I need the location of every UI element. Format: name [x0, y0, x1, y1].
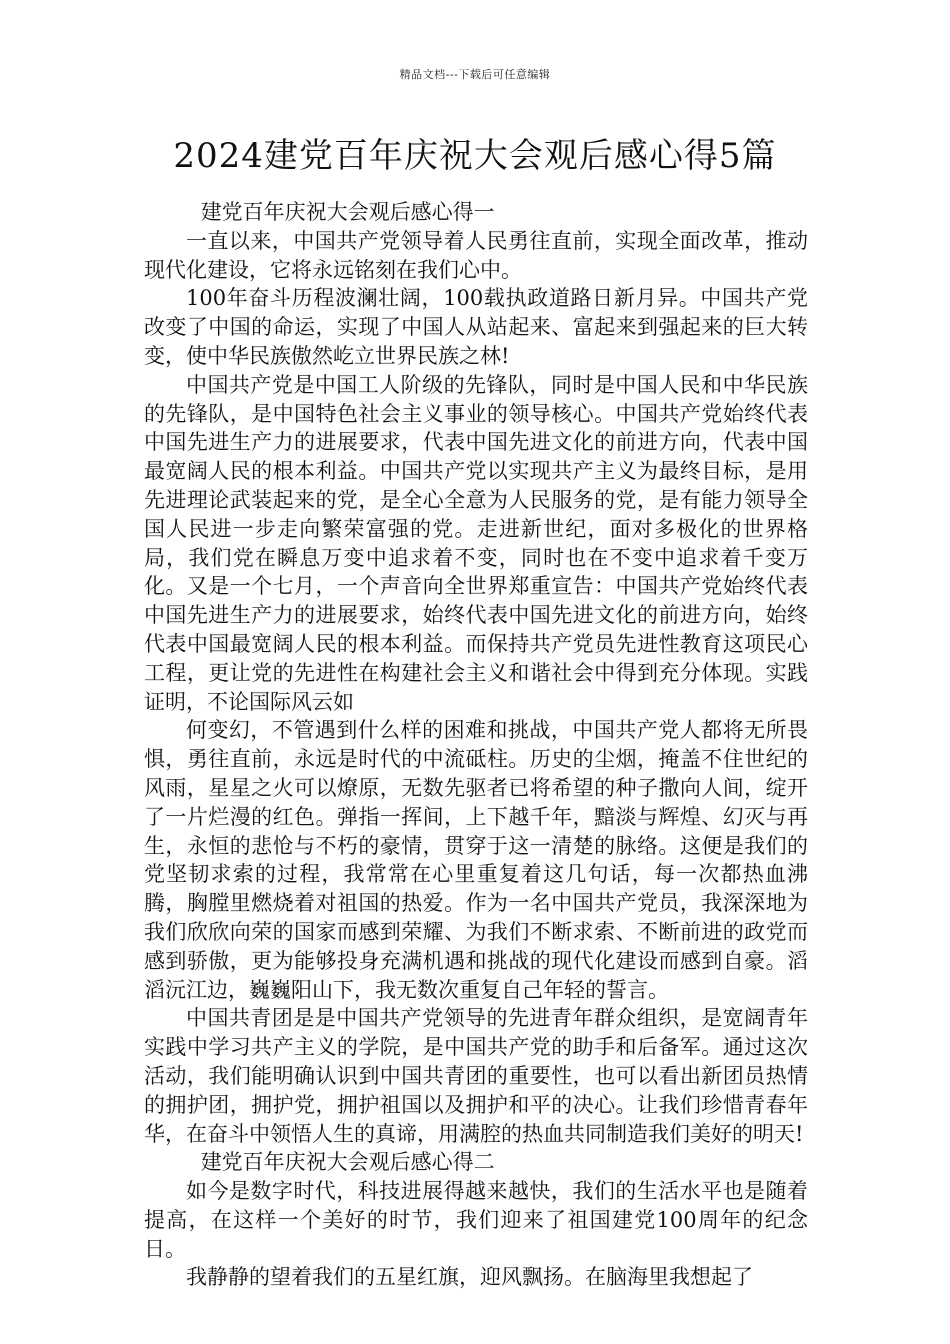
paragraph: 100年奋斗历程波澜壮阔，100载执政道路日新月异。中国共产党改变了中国的命运，实现了中国人从站起来、富起来到强起来的巨大转变，使中华民族傲然屹立世界民族之林! — [144, 286, 808, 368]
paragraph: 一直以来，中国共产党领导着人民勇往直前，实现全面改革，推动现代化建设，它将永远铭刻在我们心中。 — [144, 228, 808, 282]
document-body — [144, 198, 808, 1292]
paragraph: 中国共青团是是中国共产党领导的先进青年群众组织，是宽阔青年实践中学习共产主义的学院，是中国共产党的助手和后备军。通过这次活动，我们能明确认识到中国共青团的重要性，也可以看出新团员热情的拥护团，拥护党，拥护祖国以及拥护和平的决心。让我们珍惜青春年华，在奋斗中领悟人生的真谛，用满腔的热血共同制造我们美好的明天! — [144, 1006, 808, 1146]
section-heading: 建党百年庆祝大会观后感心得一 — [200, 200, 495, 224]
paragraph: 我静静的望着我们的五星红旗，迎风飘扬。在脑海里我想起了 — [186, 1265, 753, 1290]
header-note: 精品文档---下载后可任意编辑 — [399, 68, 551, 81]
paragraph: 中国共产党是中国工人阶级的先锋队，同时是中国人民和中华民族的先锋队，是中国特色社会主义事业的领导核心。中国共产党始终代表中国先进生产力的进展要求，代表中国先进文化的前进方向，代表中国最宽阔人民的根本利益。中国共产党以实现共产主义为最终目标，是用先进理论武装起来的党，是全心全意为人民服务的党，是有能力领导全国人民进一步走向繁荣富强的党。走进新世纪，面对多极化的世界格局，我们党在瞬息万变中追求着不变，同时也在不变中追求着千变万化。又是一个七月，一个声音向全世界郑重宣告：中国共产党始终代表中国先进生产力的进展要求，始终代表中国先进文化的前进方向，始终代表中国最宽阔人民的根本利益。而保持共产党员先进性教育这项民心工程，更让党的先进性在构建社会主义和谐社会中得到充分体现。实践证明，不论国际风云如 — [144, 372, 808, 714]
section-heading: 建党百年庆祝大会观后感心得二 — [200, 1150, 495, 1175]
document-title: 2024建党百年庆祝大会观后感心得5篇 — [173, 136, 777, 176]
paragraph: 如今是数字时代，科技进展得越来越快，我们的生活水平也是随着提高，在这样一个美好的时节，我们迎来了祖国建党100周年的纪念日。 — [144, 1179, 808, 1261]
paragraph: 何变幻，不管遇到什么样的困难和挑战，中国共产党人都将无所畏惧，勇往直前，永远是时代的中流砥柱。历史的尘烟，掩盖不住世纪的风雨，星星之火可以燎原，无数先驱者已将希望的种子撒向人间，绽开了一片烂漫的红色。弹指一挥间，上下越千年，黯淡与辉煌、幻灭与再生，永恒的悲怆与不朽的豪情，贯穿于这一清楚的脉络。这便是我们的党坚韧求索的过程，我常常在心里重复着这几句话，每一次都热血沸腾，胸膛里燃烧着对祖国的热爱。作为一名中国共产党员，我深深地为我们欣欣向荣的国家而感到荣耀、为我们不断求索、不断前进的政党而感到骄傲，更为能够投身充满机遇和挑战的现代化建设而感到自豪。滔滔沅江边，巍巍阳山下，我无数次重复自己年轻的誓言。 — [144, 718, 808, 1002]
